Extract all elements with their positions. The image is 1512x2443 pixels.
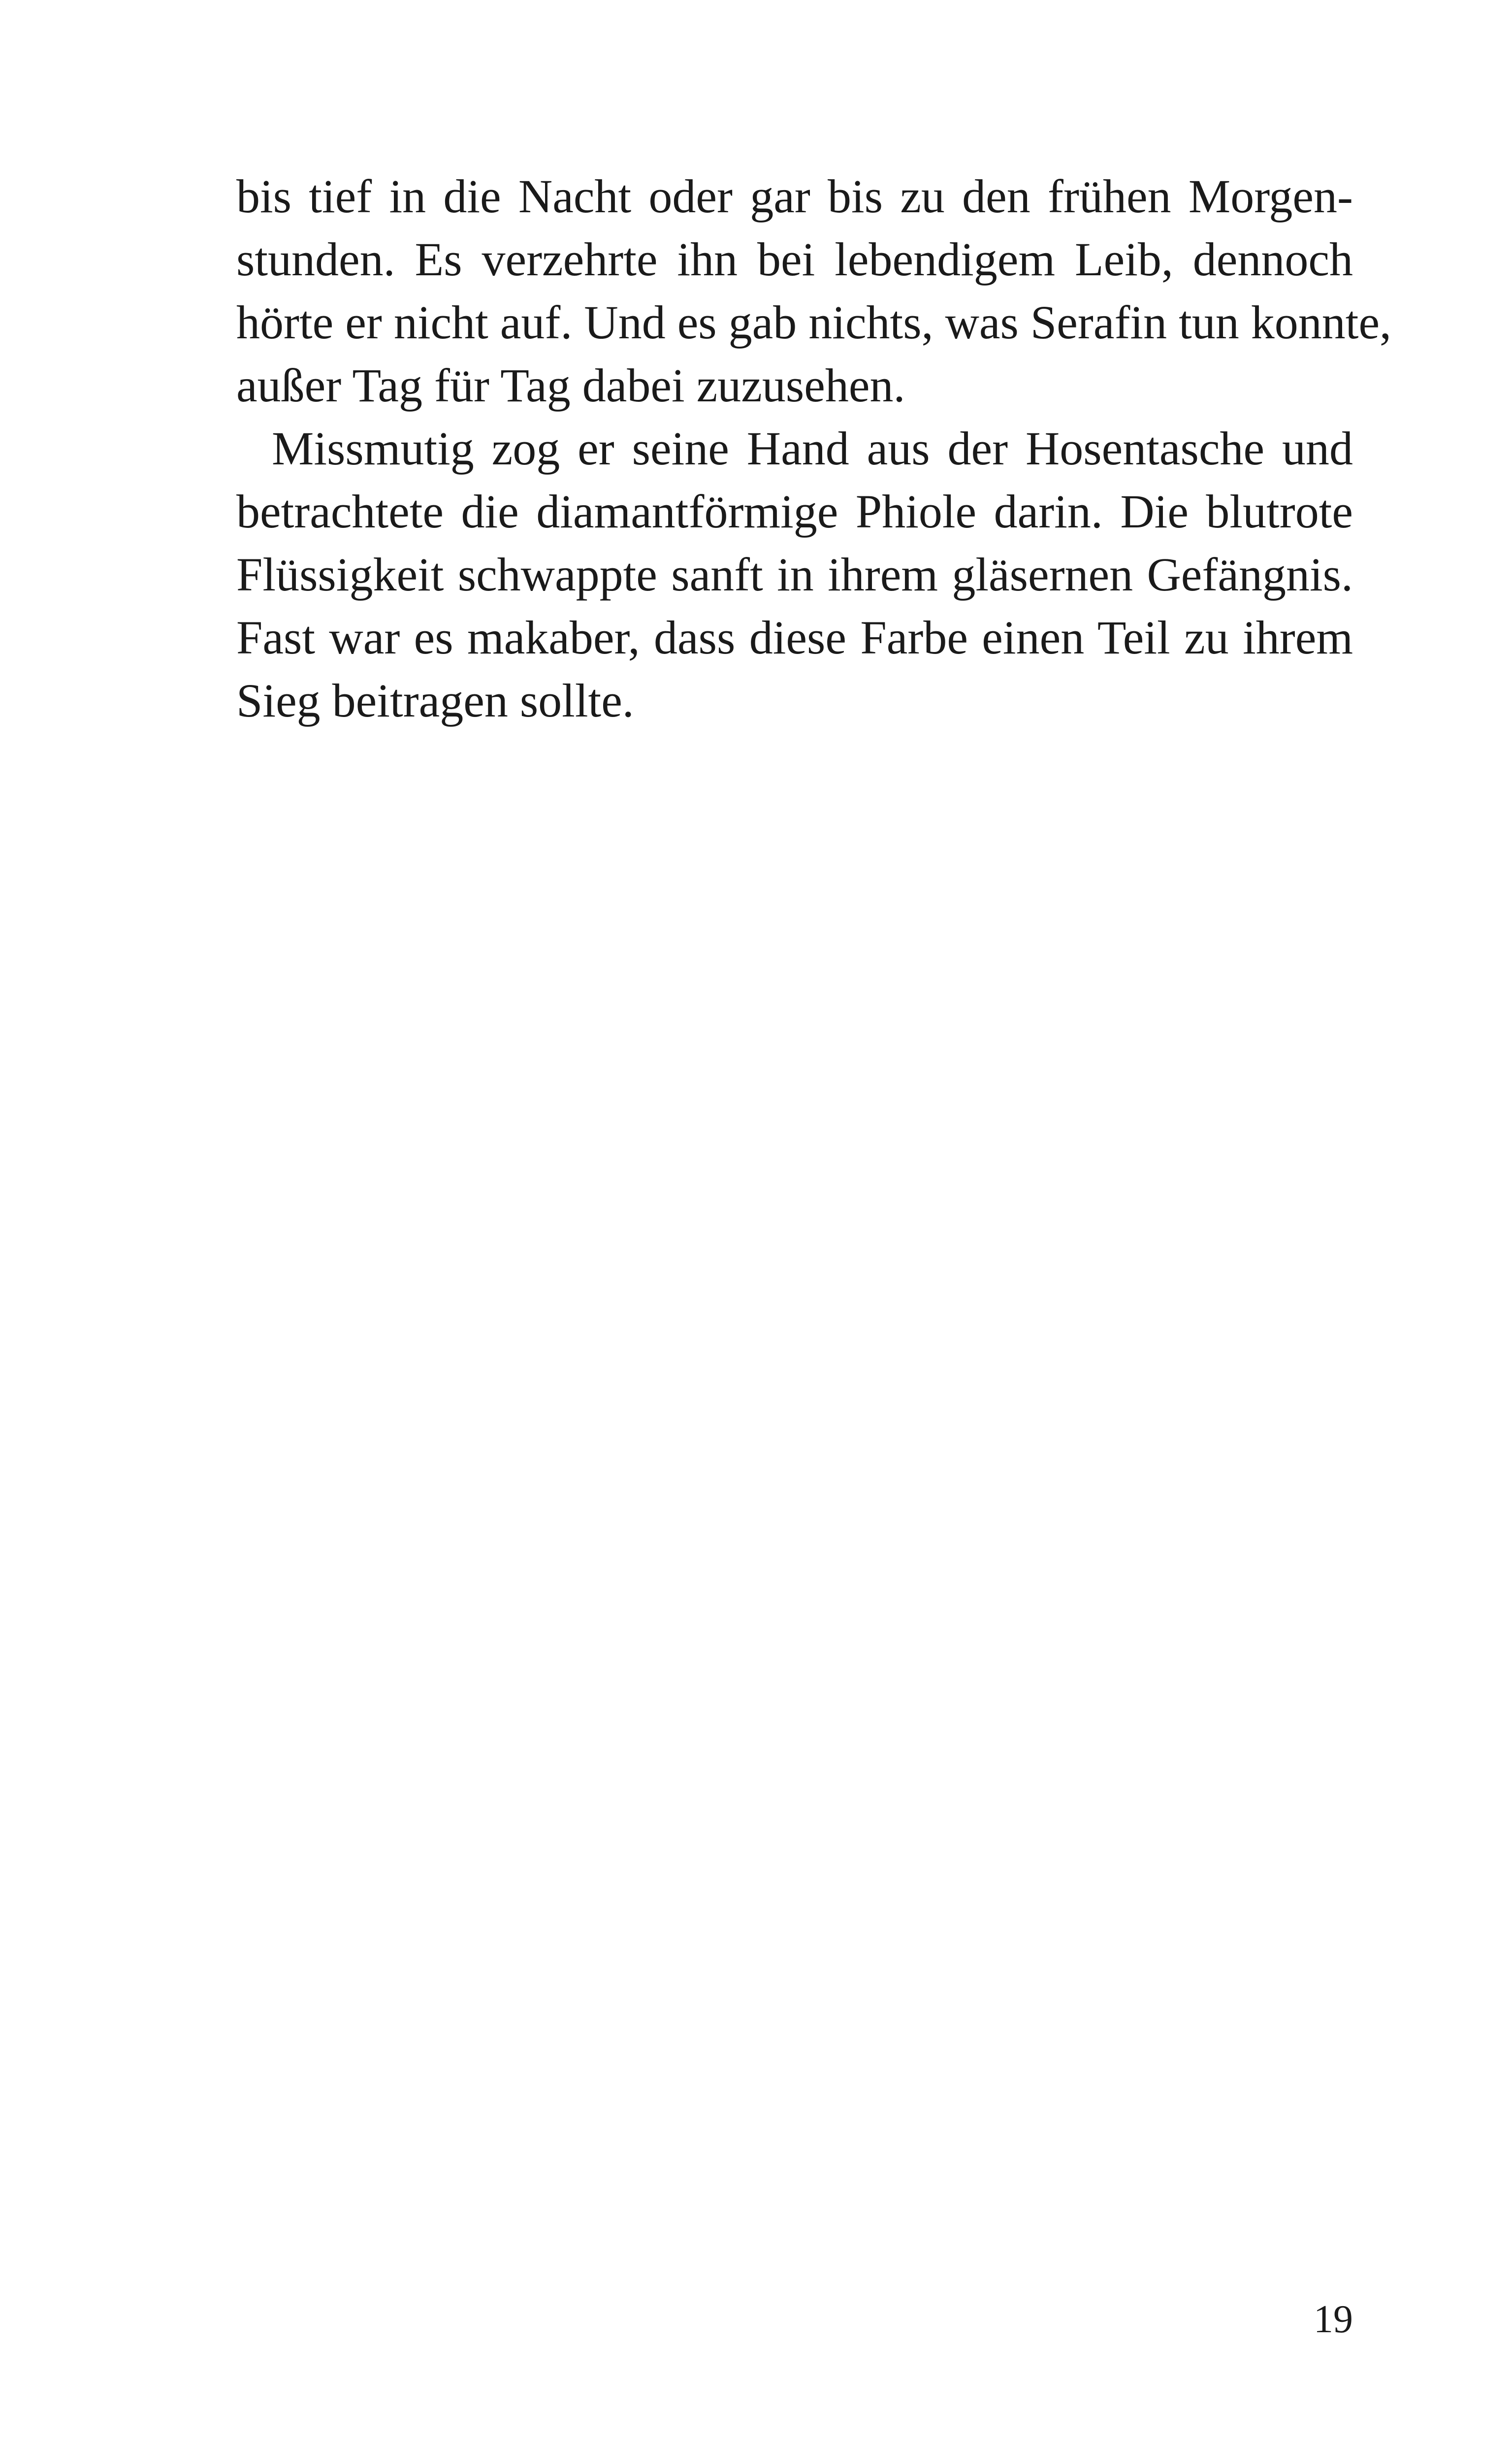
text-line: stunden. Es verzehrte ihn bei lebendigem Leib, dennoch: [236, 233, 1353, 286]
text-line: Fast war es makaber, dass diese Farbe einen Teil zu ihrem: [236, 611, 1353, 664]
page-number: 19: [1314, 2298, 1353, 2341]
text-line: Sieg beitragen sollte.: [236, 674, 634, 727]
paragraph-2: [236, 417, 1353, 732]
text-line: betrachtete die diamantförmige Phiole darin. Die blutrote: [236, 485, 1353, 538]
text-line: Missmutig zog er seine Hand aus der Hosentasche und: [272, 422, 1353, 475]
paragraph-1: [236, 165, 1392, 417]
body-text: [236, 165, 1392, 732]
text-line: hörte er nicht auf. Und es gab nichts, was Serafin tun konnte,: [236, 296, 1392, 349]
text-line: Flüssigkeit schwappte sanft in ihrem gläsernen Gefängnis.: [236, 548, 1353, 601]
text-line: außer Tag für Tag dabei zuzusehen.: [236, 359, 905, 412]
text-line: bis tief in die Nacht oder gar bis zu den frühen Morgen-: [236, 170, 1353, 223]
